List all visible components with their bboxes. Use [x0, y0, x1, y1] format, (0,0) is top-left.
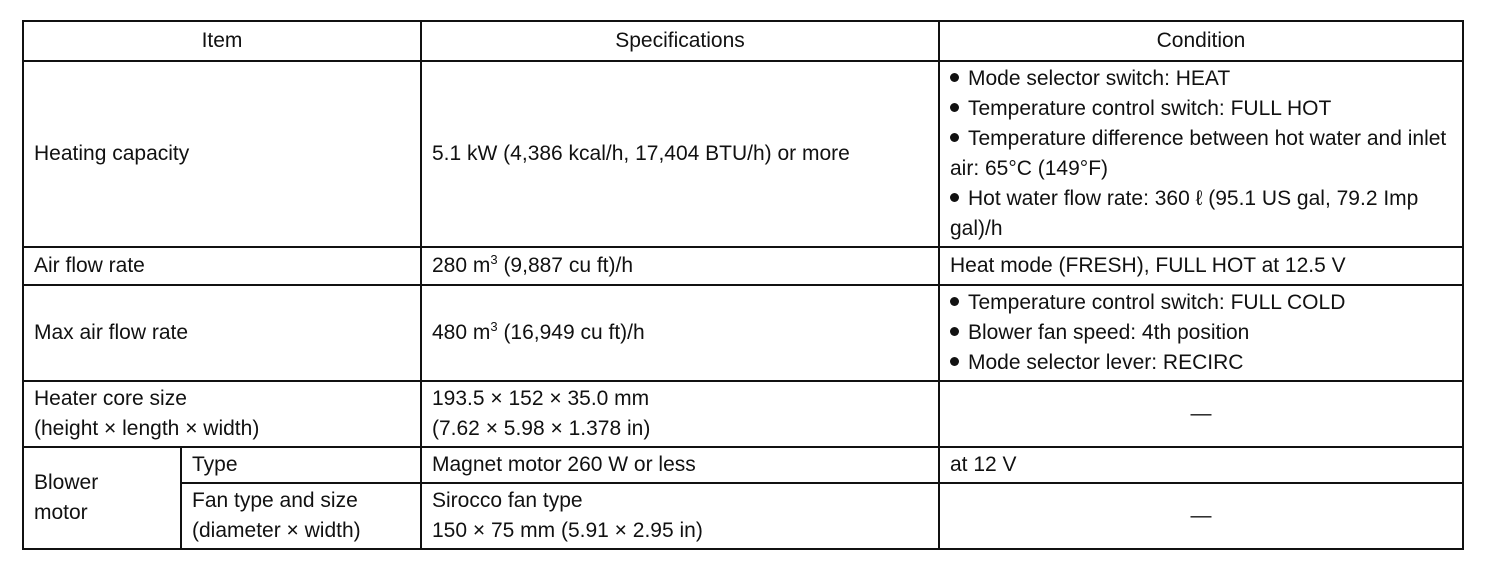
header-row [23, 21, 1463, 61]
bullet-icon [950, 327, 959, 336]
spec-line: 193.5 × 152 × 35.0 mm [432, 387, 650, 410]
spec-value: 480 m [432, 321, 491, 344]
condition-text: Mode selector switch: HEAT [968, 67, 1231, 90]
condition-max-air-flow-rate [939, 285, 1463, 381]
table-row-air-flow-rate [23, 247, 1463, 285]
spec-line: 150 × 75 mm (5.91 × 2.95 in) [432, 519, 703, 542]
spec-air-flow-rate [421, 247, 939, 285]
condition-bullet [950, 348, 1452, 378]
condition-heater-core-size: — [939, 381, 1463, 447]
table-row-max-air-flow-rate [23, 285, 1463, 381]
item-line: Blower [34, 471, 99, 494]
table-row-blower-fan [23, 483, 1463, 549]
item-air-flow-rate: Air flow rate [23, 247, 421, 285]
bullet-icon [950, 357, 959, 366]
condition-blower-fan: — [939, 483, 1463, 549]
spec-value: 280 m [432, 254, 491, 277]
item-heating-capacity: Heating capacity [23, 61, 421, 247]
bullet-icon [950, 297, 959, 306]
spec-heater-core-size [421, 381, 939, 447]
specifications-table [22, 20, 1464, 550]
condition-bullet [950, 124, 1452, 184]
condition-text: Mode selector lever: RECIRC [968, 351, 1244, 374]
condition-bullet [950, 64, 1452, 94]
condition-text: Temperature control switch: FULL COLD [968, 291, 1346, 314]
spec-value-suffix: (16,949 cu ft)/h [497, 321, 645, 344]
condition-bullet [950, 288, 1452, 318]
table-row-blower-type [23, 447, 1463, 483]
bullet-icon [950, 73, 959, 82]
spec-blower-fan [421, 483, 939, 549]
item-max-air-flow-rate: Max air flow rate [23, 285, 421, 381]
condition-text: Temperature difference between hot water and inlet air: 65°C (149°F) [950, 127, 1447, 180]
spec-heating-capacity: 5.1 kW (4,386 kcal/h, 17,404 BTU/h) or more [421, 61, 939, 247]
spec-line: Sirocco fan type [432, 489, 583, 512]
bullet-icon [950, 103, 959, 112]
spec-superscript: 3 [490, 252, 498, 267]
condition-bullet [950, 318, 1452, 348]
condition-text: Blower fan speed: 4th position [968, 321, 1250, 344]
header-specifications: Specifications [421, 21, 939, 61]
spec-value-suffix: (9,887 cu ft)/h [497, 254, 634, 277]
item-blower-motor [23, 447, 181, 549]
condition-bullet [950, 184, 1452, 244]
item-heater-core-size [23, 381, 421, 447]
header-item: Item [23, 21, 421, 61]
item-line: Fan type and size [192, 489, 358, 512]
condition-blower-type: at 12 V [939, 447, 1463, 483]
sub-item-fan-type [181, 483, 421, 549]
item-line: (diameter × width) [192, 519, 361, 542]
item-line: Heater core size [34, 387, 187, 410]
spec-superscript: 3 [490, 319, 498, 334]
table-row-heating-capacity [23, 61, 1463, 247]
spec-blower-type: Magnet motor 260 W or less [421, 447, 939, 483]
condition-text: Temperature control switch: FULL HOT [968, 97, 1332, 120]
condition-air-flow-rate: Heat mode (FRESH), FULL HOT at 12.5 V [939, 247, 1463, 285]
bullet-icon [950, 193, 959, 202]
condition-heating-capacity [939, 61, 1463, 247]
spec-max-air-flow-rate [421, 285, 939, 381]
spec-line: (7.62 × 5.98 × 1.378 in) [432, 417, 651, 440]
sub-item-type: Type [181, 447, 421, 483]
condition-bullet [950, 94, 1452, 124]
condition-text: Hot water flow rate: 360 ℓ (95.1 US gal, 79.2 Imp gal)/h [950, 187, 1419, 240]
table-row-heater-core-size [23, 381, 1463, 447]
bullet-icon [950, 133, 959, 142]
item-line: motor [34, 501, 88, 524]
item-line: (height × length × width) [34, 417, 260, 440]
header-condition: Condition [939, 21, 1463, 61]
